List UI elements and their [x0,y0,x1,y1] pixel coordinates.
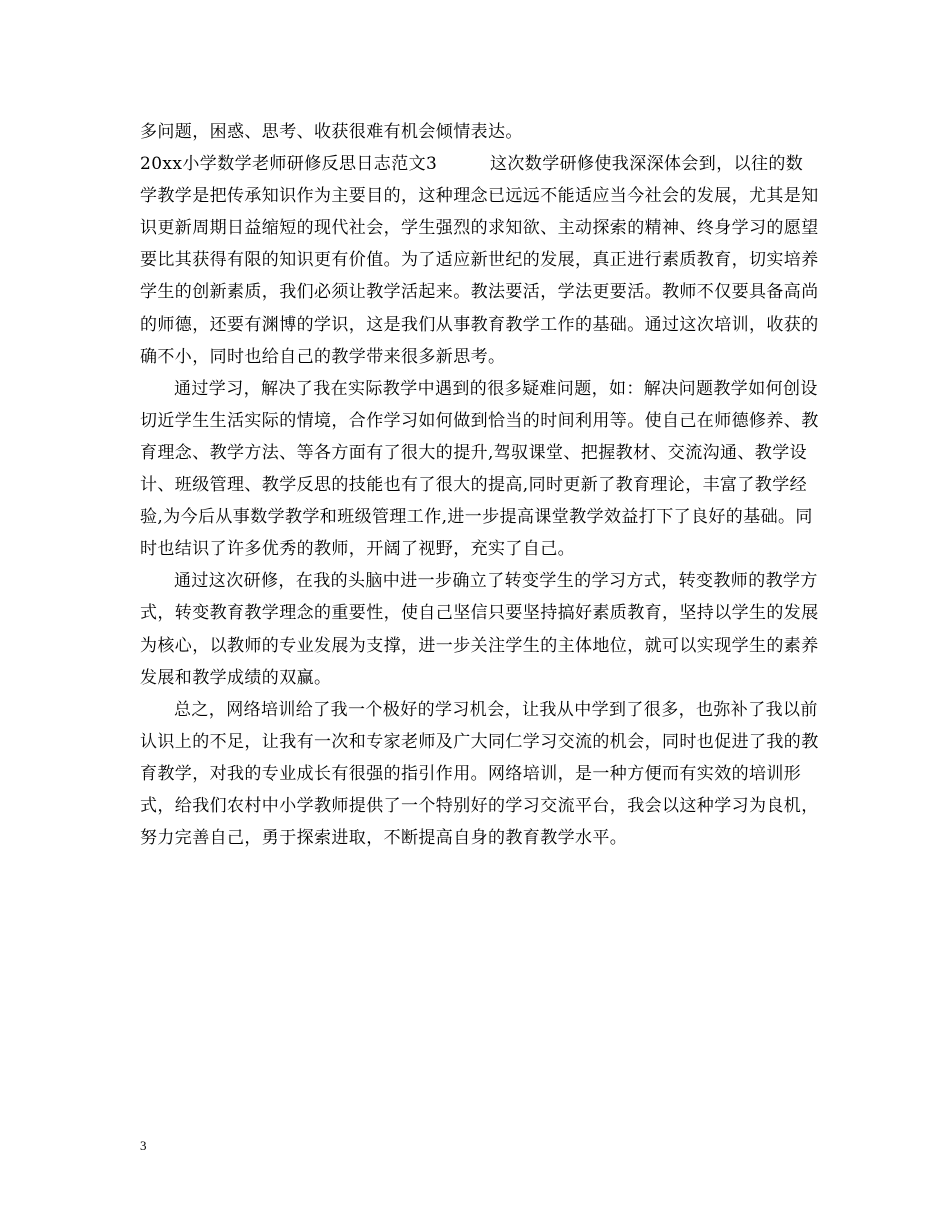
paragraph-2: 通过学习，解决了我在实际教学中遇到的很多疑难问题，如：解决问题教学如何创设切近学生生活实际的情境，合作学习如何做到恰当的时间利用等。使自己在师德修养、教育理念、教学方法、等各方面有了很大的提升,驾驭课堂、把握教材、交流沟通、教学设计、班级管理、教学反思的技能也有了很大的提高,同时更新了教育理论，丰富了教学经验,为今后从事数学教学和班级管理工作,进一步提高课堂教学效益打下了良好的基础。同时也结识了许多优秀的教师，开阔了视野，充实了自己。 [140,378,819,560]
document-body [140,116,820,854]
lead-fragment: 多问题，困惑、思考、收获很难有机会倾情表达。 [140,122,523,142]
section-paragraph-intro [140,148,820,373]
page-number: 3 [140,1138,147,1153]
section-heading: 20xx小学数学老师研修反思日志范文3 [140,154,438,175]
paragraph-4: 总之，网络培训给了我一个极好的学习机会，让我从中学到了很多，也弥补了我以前认识上的不足，让我有一次和专家老师及广大同仁学习交流的机会，同时也促进了我的教育教学，对我的专业成长有很强的指引作用。网络培训，是一种方便而有实效的培训形式，给我们农村中小学教师提供了一个特别好的学习交流平台，我会以这种学习为良机，努力完善自己，勇于探索进取，不断提高自身的教育教学水平。 [140,699,819,849]
paragraph-1: 这次数学研修使我深深体会到，以往的数学教学是把传承知识作为主要目的，这种理念已远远不能适应当今社会的发展，尤其是知识更新周期日益缩短的现代社会，学生强烈的求知欲、主动探索的精神、终身学习的愿望要比其获得有限的知识更有价值。为了适应新世纪的发展，真正进行素质教育，切实培养学生的创新素质，我们必须让教学活起来。教法要活，学法更要活。教师不仅要具备高尚的师德，还要有渊博的学识，这是我们从事教育教学工作的基础。通过这次培训，收获的确不小，同时也给自己的教学带来很多新思考。 [140,154,819,367]
paragraph-3: 通过这次研修，在我的头脑中进一步确立了转变学生的学习方式，转变教师的教学方式，转变教育教学理念的重要性，使自己坚信只要坚持搞好素质教育，坚持以学生的发展为核心，以教师的专业发展为支撑，进一步关注学生的主体地位，就可以实现学生的素养发展和教学成绩的双赢。 [140,571,819,688]
